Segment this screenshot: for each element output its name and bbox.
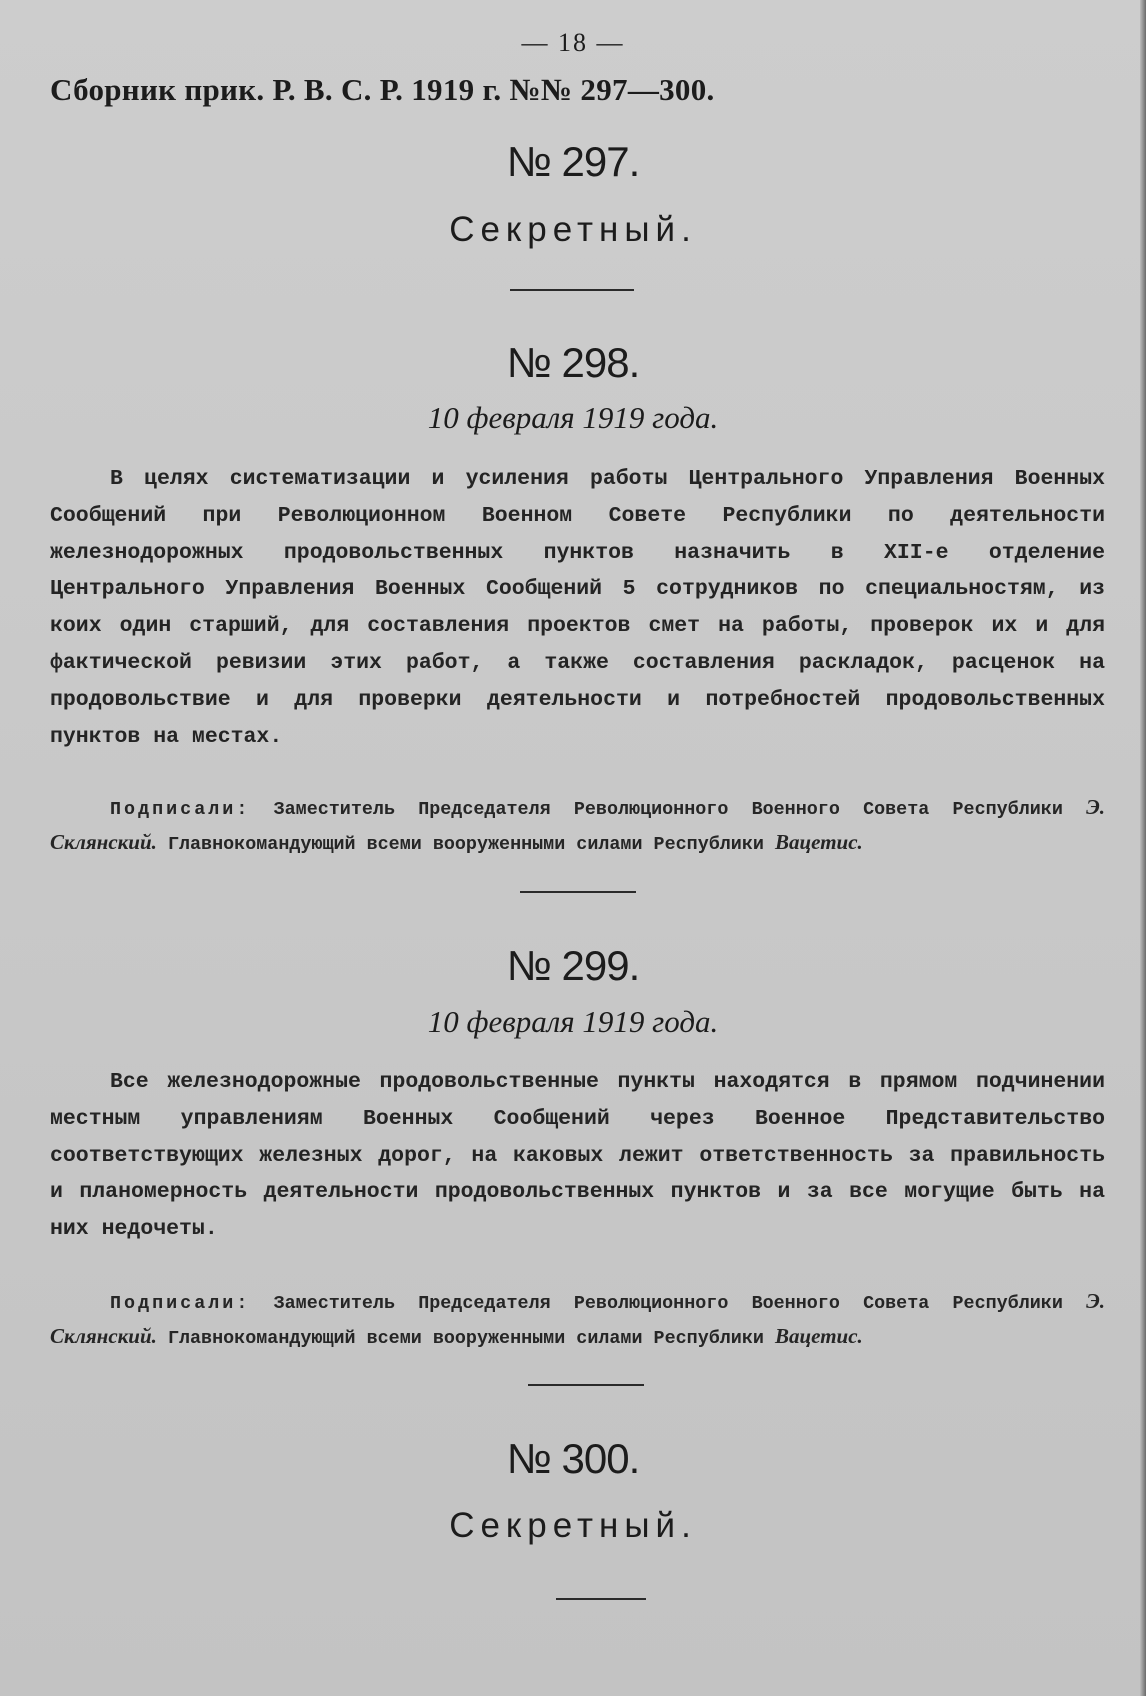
signer-1-name: Э. Склянский. [50,795,1105,854]
order-299-number: № 299. [506,942,640,989]
section-divider [528,1384,644,1386]
signer-1-title: Заместитель Председателя Революционного Военного Совета Республики [273,799,1063,820]
section-divider [510,289,634,291]
order-297-number: № 297. [506,138,640,185]
order-299-text: Все железнодорожные продовольственные пункты находятся в прямом подчинении местным управлениям Военных Сообщений через Военное Представительство соответствующих железных дорог, на каковых лежит ответственность за правильность и планомерность деятельности продовольственных пунктов и за все могущие быть на них недочеты. [50,1070,1105,1242]
page-number: — 18 — [521,28,625,57]
signer-2-title: Главнокомандующий всеми вооруженными силами Республики [167,1328,764,1349]
order-298-number: № 298. [506,339,640,386]
signer-2-name: Вацетис. [774,830,863,854]
signer-2-name: Вацетис. [774,1324,863,1348]
order-299-signatures [50,1285,1105,1355]
signed-label: Подписали: [110,1293,251,1314]
order-300-number: № 300. [506,1435,640,1482]
signer-1-name: Э. Склянский. [50,1289,1105,1348]
section-divider [520,891,636,893]
signer-2-title: Главнокомандующий всеми вооруженными силами Республики [167,834,764,855]
order-298-text: В целях систематизации и усиления работы Центрального Управления Военных Сообщений при Революционном Военном Совете Республики по деятельности железнодорожных продовольственных пунктов назначить в XII-е отделение Центрального Управления Военных Сообщений 5 сотрудников по специальностям, из коих один старший, для составления проектов смет на работы, проверок их и для фактической ревизии этих работ, а также составления раскладок, расценок на продовольствие и для проверки деятельности и потребностей продовольственных пунктов на местах. [50,467,1105,749]
signed-label: Подписали: [110,799,251,820]
signer-1-title: Заместитель Председателя Революционного Военного Совета Республики [273,1293,1063,1314]
order-299-date: 10 февраля 1919 года. [427,1004,719,1039]
running-header: Сборник прик. Р. В. С. Р. 1919 г. №№ 297—300. [50,72,715,107]
order-298-signatures [50,791,1105,861]
order-297-classification: Секретный. [449,210,697,249]
order-300-classification: Секретный. [449,1506,697,1545]
order-298-date: 10 февраля 1919 года. [427,400,719,435]
section-divider [556,1598,646,1600]
